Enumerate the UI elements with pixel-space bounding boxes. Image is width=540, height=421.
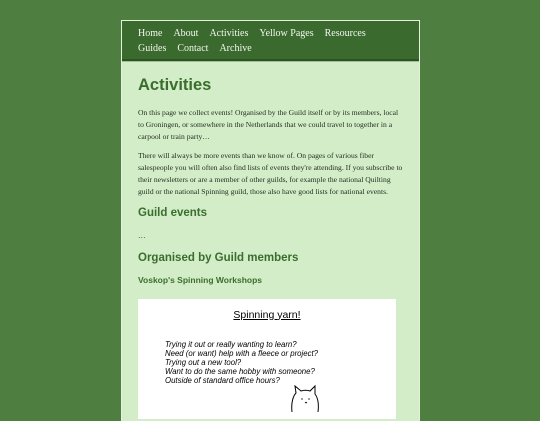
flyer-line: Outside of standard office hours? (165, 376, 280, 386)
page-container (121, 20, 420, 421)
nav-link-home[interactable]: Home (138, 28, 163, 39)
intro-paragraph: On this page we collect events! Organised by the Guild itself or by its members, local to Groningen, or somewhere in the Netherlands that we could travel to together in a carpool or train party… (138, 108, 399, 141)
main-nav (122, 21, 419, 61)
workshop-flyer-image (138, 299, 396, 419)
main-content (122, 75, 419, 419)
flyer-line: Need (or want) help with a fleece or project? (165, 348, 318, 358)
flyer-line: Trying it out or really wanting to learn? (165, 339, 297, 349)
more-events-paragraph: There will always be more events than we know of. On pages of various fiber salespeople you will often also find lists of events they're attending. If you subscribe to their newsletters or are a member of other guilds, for example the national Quilting guild or the national Spinning guild, those also have good lists for national events. (138, 151, 403, 196)
nav-link-about[interactable]: About (173, 28, 199, 39)
nav-link-contact[interactable]: Contact (177, 42, 209, 54)
workshop-heading: Voskop's Spinning Workshops (138, 274, 263, 285)
cat-sketch-icon (288, 383, 322, 413)
nav-row-2 (138, 42, 403, 57)
nav-link-archive[interactable]: Archive (219, 42, 252, 54)
flyer-line: Want to do the same hobby with someone? (165, 367, 315, 377)
nav-link-yellow-pages[interactable]: Yellow Pages (259, 28, 314, 39)
flyer-title: Spinning yarn! (233, 308, 301, 321)
page-title: Activities (138, 76, 212, 94)
guild-events-heading: Guild events (138, 206, 208, 219)
nav-link-activities[interactable]: Activities (209, 28, 249, 39)
members-heading: Organised by Guild members (138, 251, 299, 264)
flyer-text (165, 340, 396, 386)
guild-events-placeholder: … (138, 230, 146, 240)
flyer-line: Trying out a new tool? (165, 357, 242, 367)
nav-link-guides[interactable]: Guides (138, 42, 167, 54)
nav-link-resources[interactable]: Resources (324, 28, 366, 39)
nav-row-1 (138, 27, 403, 42)
